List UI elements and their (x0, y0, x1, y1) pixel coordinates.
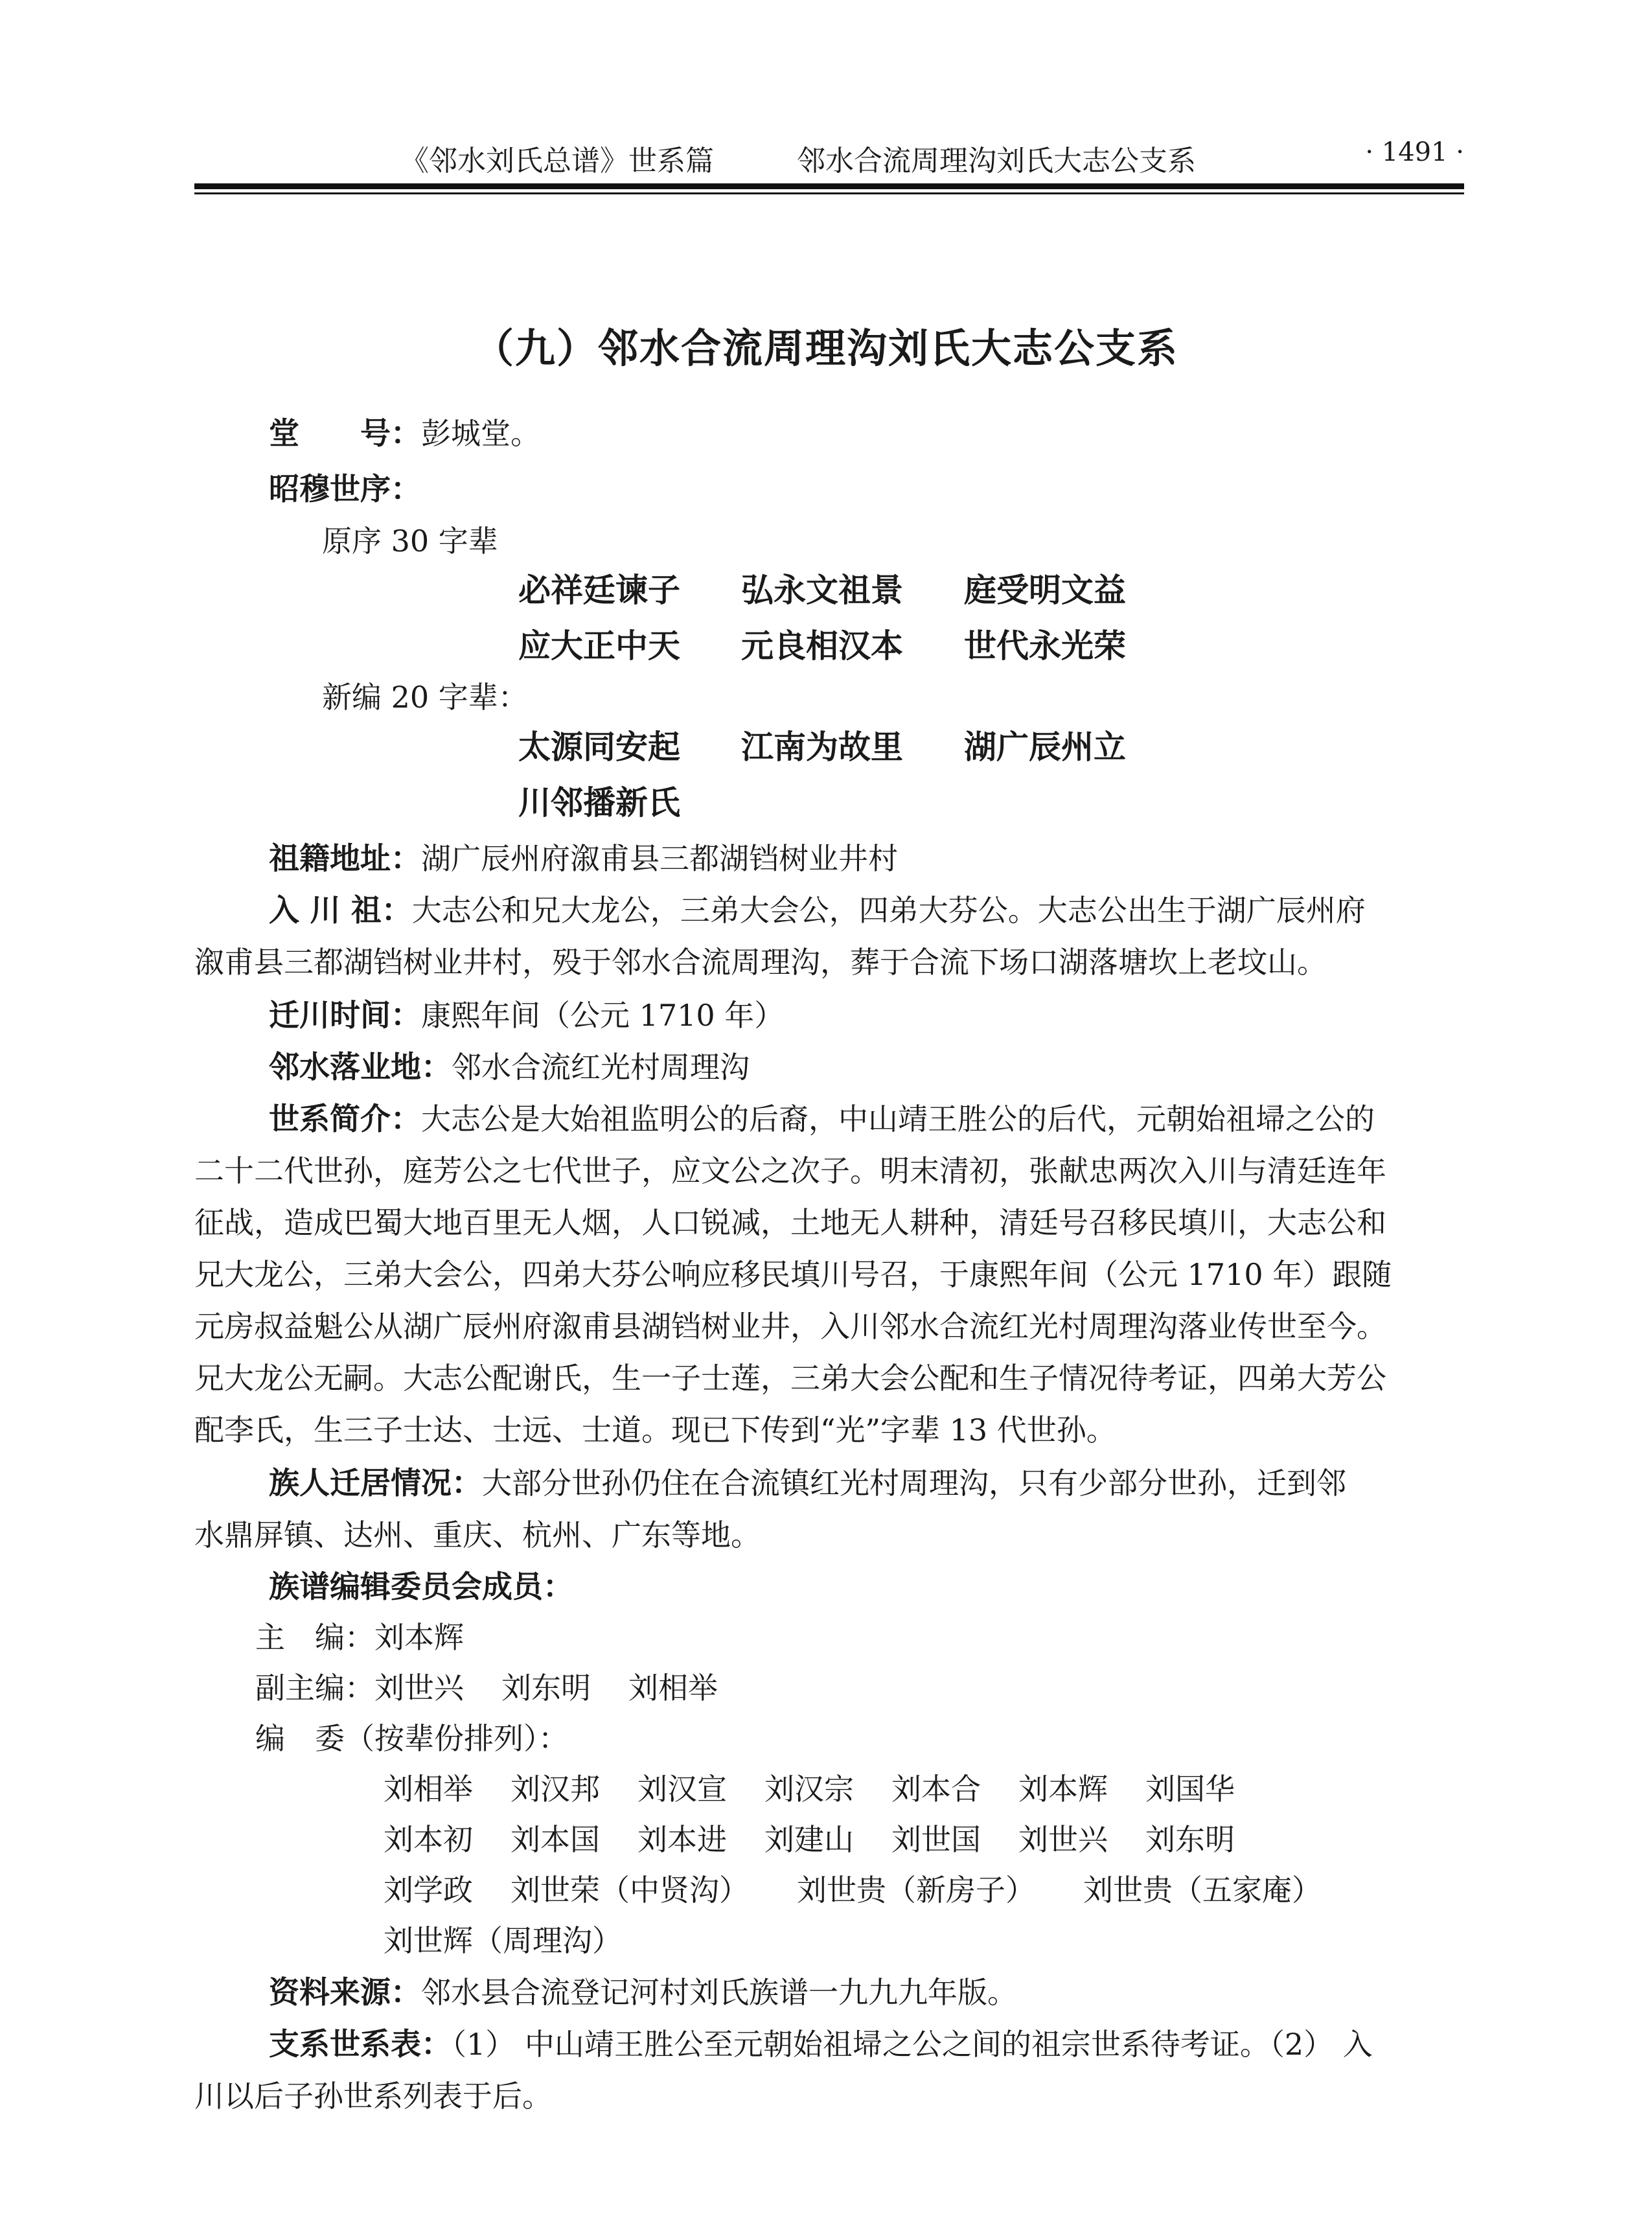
new-sequence-line-2: 川邻播新氏 (518, 784, 680, 822)
generations-label: 昭穆世序： (269, 472, 421, 507)
header-book-title: 《邻水刘氏总谱》世系篇 (400, 144, 714, 178)
hall-label: 堂 号： (269, 416, 421, 452)
running-header (194, 137, 1464, 176)
lineage-intro-line-4: 兄大龙公，三弟大会公，四弟大芬公响应移民填川号召，于康熙年间（公元 1710 年）跟随 (194, 1257, 1392, 1292)
new-sequence-label: 新编 20 字辈： (322, 680, 528, 715)
committee-label: 族谱编辑委员会成员： (269, 1569, 573, 1605)
branch-table-line-1: 支系世系表：（1） 中山靖王胜公至元朝始祖埽之公之间的祖宗世系待考证。（2） 入 (269, 2027, 1373, 2062)
members-row-1: 刘相举 刘汉邦 刘汉宣 刘汉宗 刘本合 刘本辉 刘国华 (384, 1771, 1235, 1806)
members-row-4: 刘世辉（周理沟） (384, 1923, 622, 1958)
page-number: · 1491 · (1365, 137, 1464, 167)
header-rule-thick (194, 183, 1464, 189)
lineage-intro-line-3: 征战，造成巴蜀大地百里无人烟，人口锐减，土地无人耕种，清廷号召移民填川，大志公和 (194, 1205, 1386, 1240)
lineage-intro-line-1: 世系简介：大志公是大始祖监明公的后裔，中山靖王胜公的后代，元朝始祖埽之公的 (269, 1102, 1375, 1137)
members-row-3: 刘学政 刘世荣（中贤沟） 刘世贵（新房子） 刘世贵（五家庵） (384, 1873, 1322, 1908)
chief-editor-line: 主 编：刘本辉 (255, 1620, 464, 1655)
hall-value: 彭城堂。 (421, 416, 540, 451)
lineage-intro-line-7: 配李氏，生三子士达、士远、士道。现已下传到“光”字辈 13 代世孙。 (194, 1413, 1116, 1448)
migration-time-line: 迁川时间：康熙年间（公元 1710 年） (269, 998, 785, 1033)
source-line: 资料来源：邻水县合流登记河村刘氏族谱一九九九年版。 (269, 1975, 1017, 2011)
original-sequence-label: 原序 30 字辈 (322, 524, 498, 559)
lineage-intro-line-5: 元房叔益魁公从湖广辰州府溆甫县湖铛树业井，入川邻水合流红光村周理沟落业传世至今。 (194, 1309, 1386, 1344)
header-rule-thin (194, 192, 1464, 194)
lineage-intro-line-6: 兄大龙公无嗣。大志公配谢氏，生一子士莲，三弟大会公配和生子情况待考证，四弟大芳公 (194, 1361, 1386, 1396)
deputy-editors-line: 副主编：刘世兴 刘东明 刘相举 (255, 1670, 718, 1705)
residence-line-1: 族人迁居情况：大部分世孙仍住在合流镇红光村周理沟，只有少部分世孙，迁到邻 (269, 1466, 1346, 1501)
residence-line-2: 水鼎屏镇、达州、重庆、杭州、广东等地。 (194, 1517, 761, 1552)
lineage-intro-line-2: 二十二代世孙，庭芳公之七代世子，应文公之次子。明末清初，张献忠两次入川与清廷连年 (194, 1153, 1386, 1188)
ancestral-home-line: 祖籍地址：湖广辰州府溆甫县三都湖铛树业井村 (269, 841, 898, 877)
hall-line (269, 413, 540, 454)
original-sequence-line-1: 必祥廷谏子 弘永文祖景 庭受明文益 (518, 571, 1126, 609)
members-label: 编 委（按辈份排列）： (255, 1721, 568, 1756)
members-row-2: 刘本初 刘本国 刘本进 刘建山 刘世国 刘世兴 刘东明 (384, 1822, 1235, 1857)
section-title: （九）邻水合流周理沟刘氏大志公支系 (473, 325, 1178, 372)
settlement-line: 邻水落业地：邻水合流红光村周理沟 (269, 1050, 750, 1085)
branch-table-line-2: 川以后子孙世系列表于后。 (194, 2079, 552, 2114)
first-ancestor-line-1: 入 川 祖：大志公和兄大龙公，三弟大会公，四弟大芬公。大志公出生于湖广辰州府 (269, 893, 1366, 929)
original-sequence-line-2: 应大正中天 元良相汉本 世代永光荣 (518, 627, 1126, 665)
new-sequence-line-1: 太源同安起 江南为故里 湖广辰州立 (518, 728, 1126, 766)
header-branch-title: 邻水合流周理沟刘氏大志公支系 (797, 144, 1196, 178)
first-ancestor-line-2: 溆甫县三都湖铛树业井村，殁于邻水合流周理沟，葬于合流下场口湖落塘坎上老坟山。 (194, 945, 1327, 980)
